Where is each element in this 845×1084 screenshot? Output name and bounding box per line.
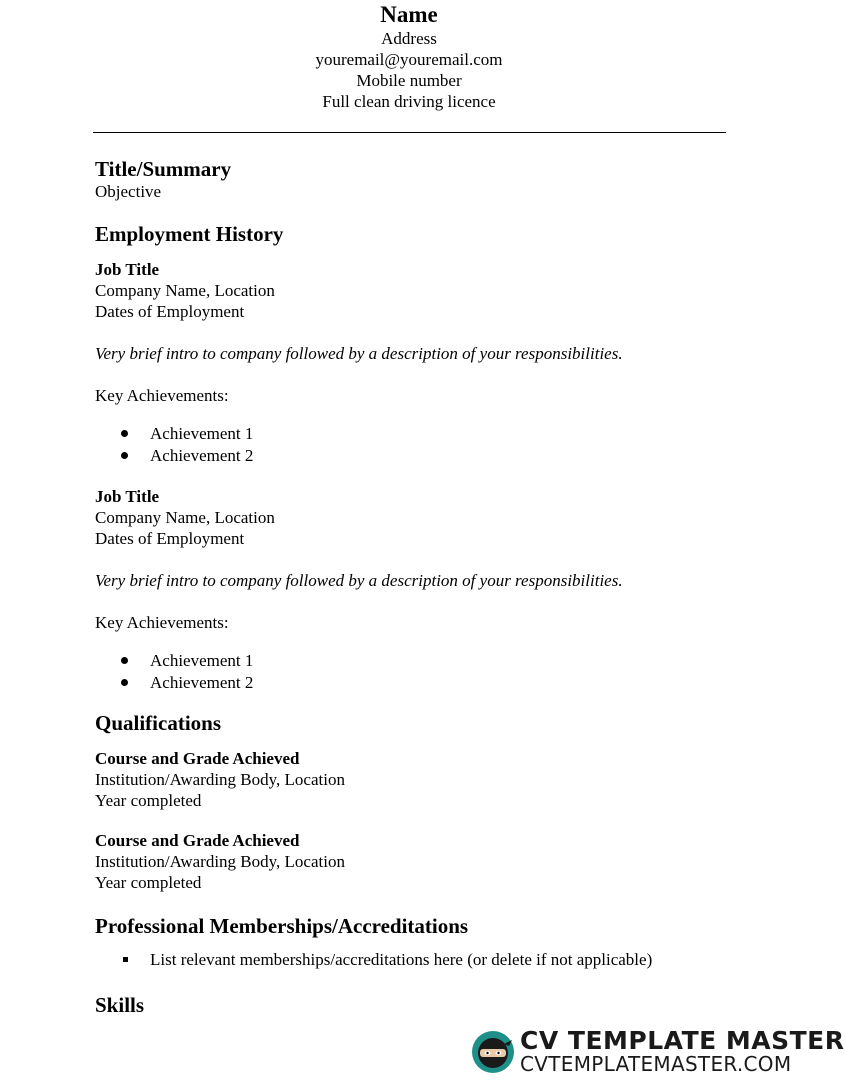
- job-company: Company Name, Location: [95, 281, 275, 300]
- key-achievements-label: Key Achievements:: [95, 386, 229, 405]
- course-grade: Course and Grade Achieved: [95, 831, 300, 850]
- mobile-number: Mobile number: [356, 71, 462, 90]
- job-description: Very brief intro to company followed by a description of your responsibilities.: [95, 344, 623, 363]
- course-grade: Course and Grade Achieved: [95, 749, 300, 768]
- achievement-text: Achievement 2: [150, 673, 254, 692]
- summary-text: Objective: [95, 182, 162, 201]
- year-completed: Year completed: [95, 791, 202, 810]
- header-divider: [93, 132, 726, 133]
- memberships-list: [95, 949, 755, 971]
- list-item: [95, 445, 755, 467]
- employment-heading: Employment History: [95, 222, 284, 246]
- email: youremail@youremail.com: [315, 50, 503, 69]
- address: Address: [381, 29, 437, 48]
- candidate-name: Name: [380, 2, 438, 27]
- square-bullet-icon: [123, 957, 128, 962]
- achievement-text: Achievement 1: [150, 424, 254, 443]
- logo-title: CV TEMPLATE MASTER: [520, 1026, 845, 1055]
- logo-url: CVTEMPLATEMASTER.COM: [520, 1052, 792, 1076]
- list-item: [95, 650, 755, 672]
- bullet-icon: [121, 430, 128, 437]
- year-completed: Year completed: [95, 873, 202, 892]
- job-title: Job Title: [95, 260, 160, 279]
- driving-licence: Full clean driving licence: [322, 92, 496, 111]
- summary-heading: Title/Summary: [95, 157, 232, 181]
- skills-heading: Skills: [95, 993, 145, 1017]
- achievement-text: Achievement 2: [150, 446, 254, 465]
- job-dates: Dates of Employment: [95, 302, 245, 321]
- job-dates: Dates of Employment: [95, 529, 245, 548]
- job-company: Company Name, Location: [95, 508, 275, 527]
- qualifications-heading: Qualifications: [95, 711, 222, 735]
- achievement-text: Achievement 1: [150, 651, 254, 670]
- institution: Institution/Awarding Body, Location: [95, 770, 345, 789]
- list-item: [95, 672, 755, 694]
- list-item: [95, 949, 755, 971]
- cv-header: [0, 2, 818, 112]
- achievements-list: [95, 423, 755, 467]
- membership-text: List relevant memberships/accreditations here (or delete if not applicable): [150, 950, 653, 969]
- job-description: Very brief intro to company followed by a description of your responsibilities.: [95, 571, 623, 590]
- bullet-icon: [121, 452, 128, 459]
- ninja-mascot-icon: [471, 1030, 515, 1074]
- key-achievements-label: Key Achievements:: [95, 613, 229, 632]
- list-item: [95, 423, 755, 445]
- cv-template-master-logo: [471, 1026, 845, 1076]
- job-title: Job Title: [95, 487, 160, 506]
- cv-body: [95, 157, 755, 1017]
- bullet-icon: [121, 679, 128, 686]
- memberships-heading: Professional Memberships/Accreditations: [95, 914, 469, 938]
- bullet-icon: [121, 657, 128, 664]
- institution: Institution/Awarding Body, Location: [95, 852, 345, 871]
- achievements-list: [95, 650, 755, 694]
